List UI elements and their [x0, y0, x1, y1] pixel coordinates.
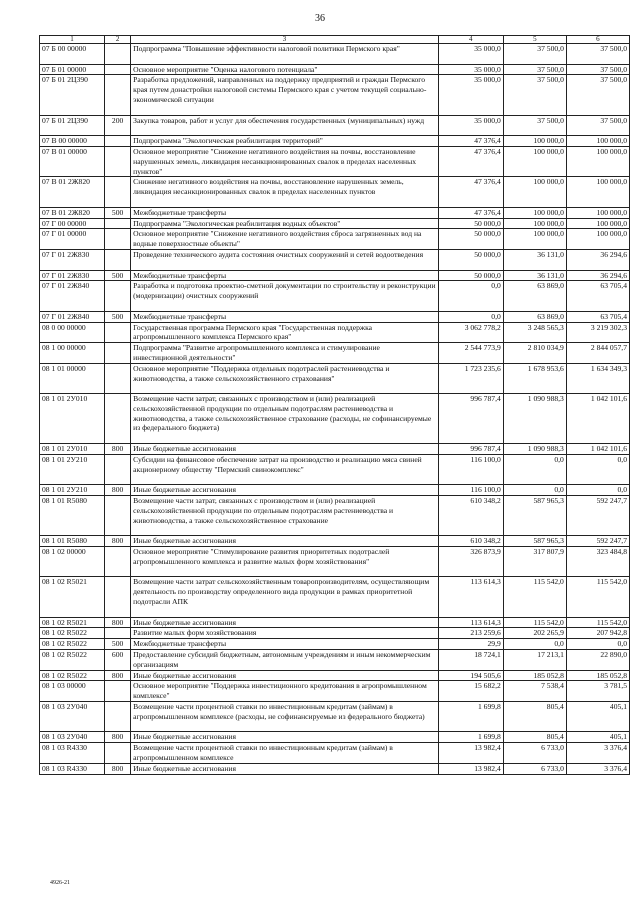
row-value-2023: 405,1 — [566, 702, 629, 732]
row-value-2023: 1 042 101,6 — [566, 444, 629, 455]
table-row — [40, 732, 630, 743]
row-value-2021: 50 000,0 — [438, 229, 503, 250]
table-row — [40, 577, 630, 617]
row-code: 08 1 02 R5022 — [40, 639, 105, 650]
row-name: Возмещение части процентной ставки по инвестиционным кредитам (займам) в агропромышленном комплексе — [131, 743, 439, 764]
row-value-2021: 610 348,2 — [438, 496, 503, 536]
row-code: 08 1 01 R5080 — [40, 496, 105, 536]
table-row — [40, 229, 630, 250]
row-value-2023: 115 542,0 — [566, 577, 629, 617]
row-kind — [105, 322, 131, 343]
row-code: 08 1 01 2У010 — [40, 394, 105, 444]
row-value-2021: 1 699,8 — [438, 732, 503, 743]
row-value-2022: 100 000,0 — [503, 136, 566, 147]
table-row — [40, 628, 630, 639]
row-value-2021: 35 000,0 — [438, 64, 503, 75]
row-value-2021: 35 000,0 — [438, 115, 503, 136]
row-code: 07 Г 01 2Ж830 — [40, 249, 105, 270]
table-row — [40, 650, 630, 671]
row-name: Межбюджетные трансферты — [131, 270, 439, 281]
row-kind — [105, 681, 131, 702]
row-code: 07 Б 00 00000 — [40, 44, 105, 65]
row-kind — [105, 363, 131, 393]
row-value-2023: 592 247,7 — [566, 496, 629, 536]
table-row — [40, 536, 630, 547]
row-name: Основное мероприятие "Оценка налогового потенциала" — [131, 64, 439, 75]
row-kind — [105, 743, 131, 764]
row-code: 07 Б 01 2Ц390 — [40, 75, 105, 115]
row-code: 08 1 01 2У010 — [40, 444, 105, 455]
table-row — [40, 270, 630, 281]
row-name: Субсидии на финансовое обеспечение затрат на производство и реализацию мяса свиней акционерному обществу "Пермский свинокомплекс" — [131, 454, 439, 484]
page-number: 36 — [315, 13, 325, 24]
header-cell-1: 1 — [40, 36, 105, 44]
row-name: Подпрограмма "Экологическая реабилитация водных объектов" — [131, 218, 439, 229]
row-kind: 500 — [105, 639, 131, 650]
row-kind: 800 — [105, 485, 131, 496]
table-row — [40, 485, 630, 496]
row-kind — [105, 496, 131, 536]
row-value-2022: 202 265,9 — [503, 628, 566, 639]
row-value-2021: 13 982,4 — [438, 763, 503, 774]
row-value-2021: 47 376,4 — [438, 207, 503, 218]
table-row — [40, 343, 630, 364]
row-value-2023: 115 542,0 — [566, 617, 629, 628]
table-row — [40, 363, 630, 393]
table-row — [40, 670, 630, 681]
row-kind — [105, 177, 131, 207]
row-value-2023: 36 294,6 — [566, 270, 629, 281]
row-code: 08 1 03 2У040 — [40, 732, 105, 743]
row-code: 08 0 00 00000 — [40, 322, 105, 343]
row-code: 07 Г 01 2Ж840 — [40, 281, 105, 311]
row-kind — [105, 702, 131, 732]
row-name: Иные бюджетные ассигнования — [131, 444, 439, 455]
row-value-2021: 1 723 235,6 — [438, 363, 503, 393]
row-value-2023: 100 000,0 — [566, 136, 629, 147]
row-value-2022: 0,0 — [503, 454, 566, 484]
row-code: 08 1 03 R4330 — [40, 743, 105, 764]
row-value-2023: 1 634 349,3 — [566, 363, 629, 393]
row-code: 08 1 03 2У040 — [40, 702, 105, 732]
row-name: Основное мероприятие "Стимулирование развития приоритетных подотраслей агропромышленного комплекса и развитие малых форм хозяйствования" — [131, 547, 439, 577]
row-value-2022: 63 869,0 — [503, 311, 566, 322]
row-value-2022: 3 248 565,3 — [503, 322, 566, 343]
table-row — [40, 177, 630, 207]
table-header-row — [40, 36, 630, 44]
row-kind — [105, 146, 131, 176]
row-value-2023: 1 042 101,6 — [566, 394, 629, 444]
row-value-2023: 63 705,4 — [566, 311, 629, 322]
row-name: Иные бюджетные ассигнования — [131, 536, 439, 547]
row-value-2022: 6 733,0 — [503, 743, 566, 764]
row-name: Государственная программа Пермского края "Государственная поддержка агропромышленного комплекса Пермского края" — [131, 322, 439, 343]
row-name: Иные бюджетные ассигнования — [131, 617, 439, 628]
row-name: Межбюджетные трансферты — [131, 639, 439, 650]
table-row — [40, 639, 630, 650]
row-code: 08 1 00 00000 — [40, 343, 105, 364]
row-kind — [105, 281, 131, 311]
row-name: Иные бюджетные ассигнования — [131, 732, 439, 743]
row-name: Проведение технического аудита состояния очистных сооружений и сетей водоотведения — [131, 249, 439, 270]
row-code: 07 Б 01 00000 — [40, 64, 105, 75]
row-code: 07 В 01 00000 — [40, 146, 105, 176]
row-code: 08 1 02 R5022 — [40, 628, 105, 639]
row-value-2021: 996 787,4 — [438, 394, 503, 444]
header-cell-4: 4 — [438, 36, 503, 44]
table-row — [40, 75, 630, 115]
row-kind: 800 — [105, 670, 131, 681]
row-kind: 200 — [105, 115, 131, 136]
row-value-2022: 100 000,0 — [503, 177, 566, 207]
table-row — [40, 617, 630, 628]
header-cell-2: 2 — [105, 36, 131, 44]
row-value-2023: 3 219 302,3 — [566, 322, 629, 343]
table-row — [40, 146, 630, 176]
table-row — [40, 207, 630, 218]
row-code: 07 Г 01 00000 — [40, 229, 105, 250]
row-value-2021: 116 100,0 — [438, 485, 503, 496]
row-kind — [105, 218, 131, 229]
row-value-2023: 207 942,8 — [566, 628, 629, 639]
row-value-2021: 996 787,4 — [438, 444, 503, 455]
row-value-2021: 116 100,0 — [438, 454, 503, 484]
row-code: 08 1 02 00000 — [40, 547, 105, 577]
row-name: Подпрограмма "Экологическая реабилитация территорий" — [131, 136, 439, 147]
row-value-2023: 100 000,0 — [566, 207, 629, 218]
table-row — [40, 115, 630, 136]
row-value-2023: 37 500,0 — [566, 64, 629, 75]
row-value-2021: 29,9 — [438, 639, 503, 650]
row-value-2022: 6 733,0 — [503, 763, 566, 774]
row-value-2022: 100 000,0 — [503, 218, 566, 229]
row-kind — [105, 136, 131, 147]
row-value-2023: 100 000,0 — [566, 218, 629, 229]
row-value-2022: 37 500,0 — [503, 75, 566, 115]
row-value-2022: 1 090 988,3 — [503, 394, 566, 444]
row-value-2021: 326 873,9 — [438, 547, 503, 577]
table-row — [40, 44, 630, 65]
row-value-2022: 100 000,0 — [503, 229, 566, 250]
row-value-2021: 35 000,0 — [438, 44, 503, 65]
row-code: 07 Г 00 00000 — [40, 218, 105, 229]
row-value-2022: 37 500,0 — [503, 64, 566, 75]
table-row — [40, 64, 630, 75]
row-value-2022: 0,0 — [503, 639, 566, 650]
row-kind: 600 — [105, 650, 131, 671]
row-name: Иные бюджетные ассигнования — [131, 485, 439, 496]
table-row — [40, 311, 630, 322]
row-code: 08 1 02 R5022 — [40, 650, 105, 671]
row-kind: 800 — [105, 536, 131, 547]
row-name: Разработка предложений, направленных на поддержку предприятий и граждан Пермского края путем донастройки налоговой системы Пермского края с учетом текущей социально-экономической ситуации — [131, 75, 439, 115]
row-value-2021: 47 376,4 — [438, 177, 503, 207]
row-kind — [105, 229, 131, 250]
row-name: Предоставление субсидий бюджетным, автономным учреждениям и иным некоммерческим организациям — [131, 650, 439, 671]
header-cell-6: 6 — [566, 36, 629, 44]
row-value-2022: 1 678 953,6 — [503, 363, 566, 393]
row-kind — [105, 577, 131, 617]
row-kind — [105, 454, 131, 484]
row-kind: 800 — [105, 732, 131, 743]
row-value-2021: 113 614,3 — [438, 617, 503, 628]
row-value-2023: 100 000,0 — [566, 177, 629, 207]
row-name: Развитие малых форм хозяйствования — [131, 628, 439, 639]
row-value-2022: 0,0 — [503, 485, 566, 496]
row-value-2021: 113 614,3 — [438, 577, 503, 617]
row-name: Возмещение части затрат сельскохозяйственным товаропроизводителям, осуществляющим деятельность по производству определенного вида продукции в рамках приоритетной подотрасли АПК — [131, 577, 439, 617]
row-value-2023: 2 844 057,7 — [566, 343, 629, 364]
row-value-2023: 22 890,0 — [566, 650, 629, 671]
table-row — [40, 444, 630, 455]
row-value-2022: 317 807,9 — [503, 547, 566, 577]
row-kind — [105, 64, 131, 75]
table-row — [40, 681, 630, 702]
row-value-2023: 185 052,8 — [566, 670, 629, 681]
row-value-2022: 36 131,0 — [503, 249, 566, 270]
row-value-2021: 47 376,4 — [438, 146, 503, 176]
row-kind — [105, 394, 131, 444]
row-name: Снижение негативного воздействия на почвы, восстановление нарушенных земель, ликвидация несанкционированных свалок в пределах населенных пунктов — [131, 177, 439, 207]
row-value-2022: 115 542,0 — [503, 577, 566, 617]
row-kind — [105, 75, 131, 115]
row-value-2021: 47 376,4 — [438, 136, 503, 147]
table-row — [40, 249, 630, 270]
row-kind: 800 — [105, 617, 131, 628]
row-value-2022: 100 000,0 — [503, 207, 566, 218]
header-cell-5: 5 — [503, 36, 566, 44]
row-name: Основное мероприятие "Снижение негативного воздействия на почвы, восстановление нарушенных земель, ликвидация несанкционированных свалок в пределах населенных пунктов" — [131, 146, 439, 176]
row-value-2023: 37 500,0 — [566, 75, 629, 115]
table-row — [40, 322, 630, 343]
row-value-2023: 37 500,0 — [566, 44, 629, 65]
row-value-2022: 805,4 — [503, 702, 566, 732]
row-code: 07 В 01 2Ж820 — [40, 207, 105, 218]
row-name: Подпрограмма "Повышение эффективности налоговой политики Пермского края" — [131, 44, 439, 65]
row-name: Закупка товаров, работ и услуг для обеспечения государственных (муниципальных) нужд — [131, 115, 439, 136]
row-value-2022: 587 965,3 — [503, 496, 566, 536]
table-row — [40, 218, 630, 229]
row-code: 07 Г 01 2Ж830 — [40, 270, 105, 281]
row-value-2023: 0,0 — [566, 485, 629, 496]
row-name: Иные бюджетные ассигнования — [131, 763, 439, 774]
row-value-2022: 1 090 988,3 — [503, 444, 566, 455]
table-row — [40, 136, 630, 147]
document-code: 4926-21 — [50, 880, 70, 886]
row-value-2021: 2 544 773,9 — [438, 343, 503, 364]
row-value-2023: 100 000,0 — [566, 146, 629, 176]
row-value-2023: 3 376,4 — [566, 763, 629, 774]
row-code: 08 1 01 2У210 — [40, 454, 105, 484]
row-kind — [105, 547, 131, 577]
row-name: Подпрограмма "Развитие агропромышленного комплекса и стимулирование инвестиционной деятельности" — [131, 343, 439, 364]
row-value-2021: 50 000,0 — [438, 218, 503, 229]
row-code: 08 1 02 R5021 — [40, 617, 105, 628]
row-value-2021: 0,0 — [438, 311, 503, 322]
row-value-2022: 115 542,0 — [503, 617, 566, 628]
row-value-2023: 100 000,0 — [566, 229, 629, 250]
row-code: 08 1 01 R5080 — [40, 536, 105, 547]
row-value-2021: 194 505,6 — [438, 670, 503, 681]
row-value-2021: 50 000,0 — [438, 249, 503, 270]
table-row — [40, 763, 630, 774]
row-value-2022: 17 213,1 — [503, 650, 566, 671]
row-value-2022: 100 000,0 — [503, 146, 566, 176]
row-value-2021: 3 062 778,2 — [438, 322, 503, 343]
row-value-2021: 50 000,0 — [438, 270, 503, 281]
row-kind — [105, 44, 131, 65]
row-value-2023: 37 500,0 — [566, 115, 629, 136]
row-value-2022: 37 500,0 — [503, 44, 566, 65]
row-kind — [105, 628, 131, 639]
row-value-2022: 36 131,0 — [503, 270, 566, 281]
row-value-2023: 323 484,8 — [566, 547, 629, 577]
row-name: Возмещение части затрат, связанных с производством и (или) реализацией сельскохозяйственной продукции по отдельным подотраслям растениеводства и животноводства, а также сельскохозяйственное страхование (расходы, не софинансируемые из федерального бюджета) — [131, 394, 439, 444]
row-kind: 500 — [105, 207, 131, 218]
row-value-2022: 587 965,3 — [503, 536, 566, 547]
row-value-2021: 610 348,2 — [438, 536, 503, 547]
row-value-2022: 805,4 — [503, 732, 566, 743]
header-cell-3: 3 — [131, 36, 439, 44]
table-row — [40, 394, 630, 444]
row-kind — [105, 343, 131, 364]
row-value-2023: 63 705,4 — [566, 281, 629, 311]
row-value-2023: 0,0 — [566, 454, 629, 484]
row-kind: 500 — [105, 311, 131, 322]
row-value-2022: 63 869,0 — [503, 281, 566, 311]
row-value-2021: 1 699,8 — [438, 702, 503, 732]
row-value-2021: 35 000,0 — [438, 75, 503, 115]
row-code: 08 1 01 2У210 — [40, 485, 105, 496]
row-code: 07 В 00 00000 — [40, 136, 105, 147]
table-row — [40, 281, 630, 311]
row-value-2023: 0,0 — [566, 639, 629, 650]
row-name: Основное мероприятие "Снижение негативного воздействия сброса загрязненных вод на водные поверхностные объекты" — [131, 229, 439, 250]
row-kind: 500 — [105, 270, 131, 281]
table-row — [40, 496, 630, 536]
row-name: Возмещение части затрат, связанных с производством и (или) реализацией сельскохозяйственной продукции по отдельным подотраслям растениеводства и животноводства, а также сельскохозяйственное страхование — [131, 496, 439, 536]
row-value-2021: 0,0 — [438, 281, 503, 311]
row-value-2022: 2 810 034,9 — [503, 343, 566, 364]
row-code: 08 1 02 R5021 — [40, 577, 105, 617]
table-row — [40, 454, 630, 484]
row-code: 07 Г 01 2Ж840 — [40, 311, 105, 322]
row-value-2023: 36 294,6 — [566, 249, 629, 270]
row-code: 08 1 02 R5022 — [40, 670, 105, 681]
row-value-2023: 592 247,7 — [566, 536, 629, 547]
row-kind: 800 — [105, 763, 131, 774]
row-value-2021: 18 724,1 — [438, 650, 503, 671]
row-name: Разработка и подготовка проектно-сметной документации по строительству и реконструкции (модернизации) очистных сооружений — [131, 281, 439, 311]
row-value-2021: 13 982,4 — [438, 743, 503, 764]
row-code: 07 Б 01 2Ц390 — [40, 115, 105, 136]
table-row — [40, 547, 630, 577]
row-value-2021: 213 259,6 — [438, 628, 503, 639]
budget-table — [39, 35, 630, 775]
table-row — [40, 702, 630, 732]
row-value-2023: 405,1 — [566, 732, 629, 743]
row-code: 08 1 03 R4330 — [40, 763, 105, 774]
row-kind: 800 — [105, 444, 131, 455]
table-row — [40, 743, 630, 764]
row-name: Межбюджетные трансферты — [131, 311, 439, 322]
row-value-2022: 185 052,8 — [503, 670, 566, 681]
row-name: Основное мероприятие "Поддержка инвестиционного кредитования в агропромышленном комплексе" — [131, 681, 439, 702]
row-name: Возмещение части процентной ставки по инвестиционным кредитам (займам) в агропромышленном комплексе (расходы, не софинансируемые из федерального бюджета) — [131, 702, 439, 732]
row-code: 08 1 03 00000 — [40, 681, 105, 702]
row-kind — [105, 249, 131, 270]
row-name: Основное мероприятие "Поддержка отдельных подотраслей растениеводства и животноводства, а также сельскохозяйственного страхования" — [131, 363, 439, 393]
row-code: 07 В 01 2Ж820 — [40, 177, 105, 207]
row-value-2023: 3 781,5 — [566, 681, 629, 702]
row-value-2022: 37 500,0 — [503, 115, 566, 136]
row-name: Межбюджетные трансферты — [131, 207, 439, 218]
row-value-2021: 15 682,2 — [438, 681, 503, 702]
row-code: 08 1 01 00000 — [40, 363, 105, 393]
row-value-2022: 7 538,4 — [503, 681, 566, 702]
row-value-2023: 3 376,4 — [566, 743, 629, 764]
row-name: Иные бюджетные ассигнования — [131, 670, 439, 681]
